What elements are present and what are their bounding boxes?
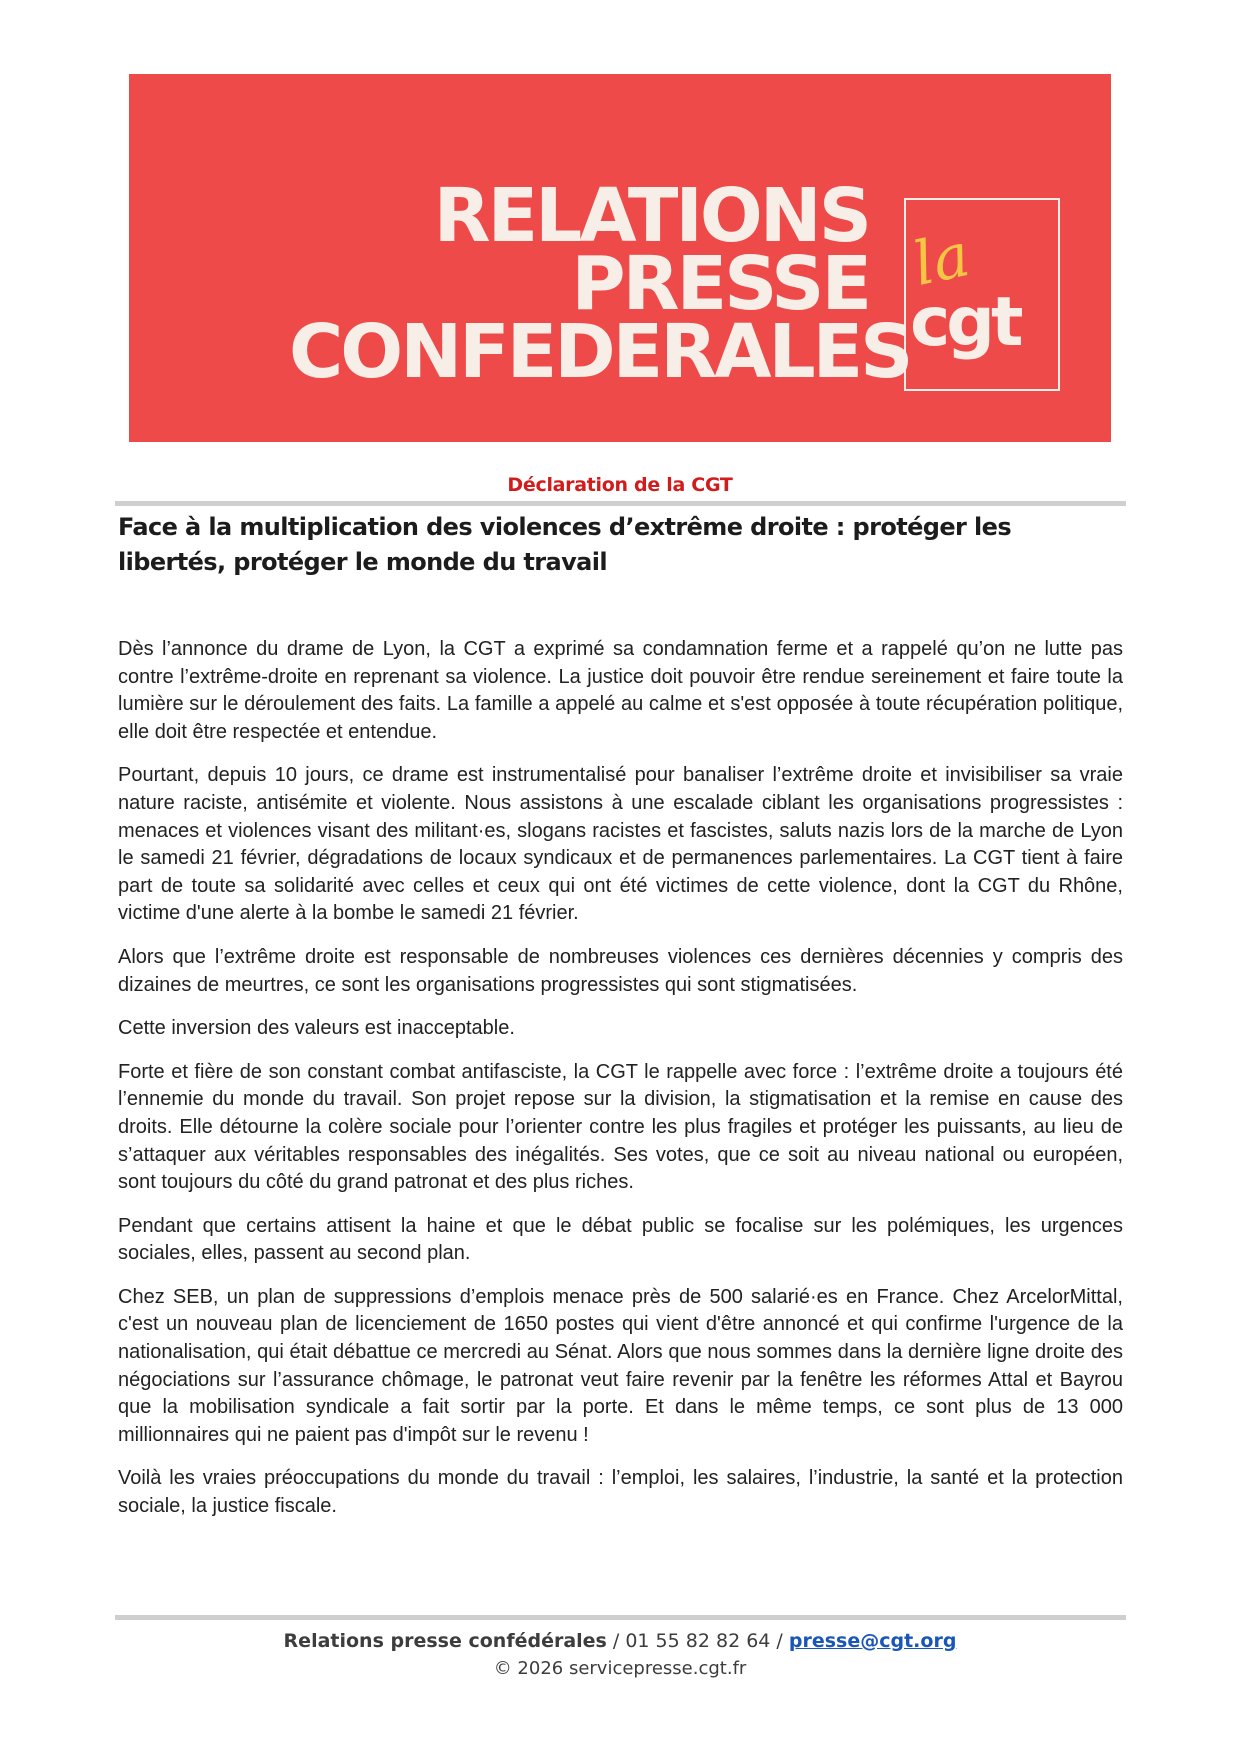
- paragraph: Chez SEB, un plan de suppressions d’emplois menace près de 500 salarié·es en France. Chez ArcelorMittal, c'est un nouveau plan de licenciement de 1650 postes qui vient d'être annoncé et qui confirme l'urgence de la nationalisation, qui était débattue ce mercredi au Sénat. Alors que nous sommes dans la dernière ligne droite des négociations sur l’assurance chômage, le patronat veut faire revenir par la fenêtre les réformes Attal et Bayrou que la mobilisation syndicale a fait sortir par la porte. Et dans le même temps, ce sont plus de 13 000 millionnaires qui ne paient pas d'impôt sur le revenu !: [118, 1285, 1123, 1446]
- footer-phone: 01 55 82 82 64: [625, 1630, 771, 1652]
- banner-title: [289, 173, 911, 395]
- footer-org: Relations presse confédérales: [283, 1630, 607, 1652]
- header-divider: [115, 501, 1126, 506]
- footer-divider: [115, 1615, 1126, 1620]
- statement-body: [118, 636, 1123, 1537]
- paragraph: Pourtant, depuis 10 jours, ce drame est instrumentalisé pour banaliser l’extrême droite et invisibiliser sa vraie nature raciste, antisémite et violente. Nous assistons à une escalade ciblant les organisations progressistes : menaces et violences visant des militant·es, slogans racistes et fascistes, saluts nazis lors de la marche de Lyon le samedi 21 février, dégradations de locaux syndicaux et de permanences parlementaires. La CGT tient à faire part de toute sa solidarité avec celles et ceux qui ont été victimes de cette violence, dont la CGT du Rhône, victime d'une alerte à la bombe le samedi 21 février.: [118, 764, 1123, 925]
- banner-line-confederales: CONFEDERALES: [289, 309, 911, 395]
- footer-email-link[interactable]: presse@cgt.org: [788, 1630, 957, 1652]
- declaration-kicker: Déclaration de la CGT: [507, 474, 733, 496]
- footer-separator: /: [770, 1630, 789, 1652]
- paragraph: Alors que l’extrême droite est responsable de nombreuses violences ces dernières décennies y compris des dizaines de meurtres, ce sont les organisations progressistes qui sont stigmatisées.: [118, 945, 1123, 996]
- paragraph: Pendant que certains attisent la haine et que le débat public se focalise sur les polémiques, les urgences sociales, elles, passent au second plan.: [118, 1214, 1123, 1265]
- banner-line-presse: PRESSE: [571, 241, 869, 327]
- cgt-logo: [904, 198, 1060, 391]
- paragraph: Cette inversion des valeurs est inacceptable.: [118, 1017, 515, 1040]
- footer-copyright: © 2026 servicepresse.cgt.fr: [493, 1658, 747, 1679]
- paragraph: Voilà les vraies préoccupations du monde du travail : l’emploi, les salaires, l’industrie, la santé et la protection sociale, la justice fiscale.: [118, 1467, 1123, 1518]
- logo-la-script: la: [907, 220, 976, 300]
- paragraph: Dès l’annonce du drame de Lyon, la CGT a exprimé sa condamnation ferme et a rappelé qu’on ne lutte pas contre l’extrême-droite en reprenant sa violence. La justice doit pouvoir être rendue sereinement et faire toute la lumière sur le déroulement des faits. La famille a appelé au calme et s'est opposée à toute récupération politique, elle doit être respectée et entendue.: [118, 638, 1123, 743]
- footer-separator: /: [606, 1630, 626, 1652]
- page-title: Face à la multiplication des violences d’extrême droite : protéger les libertés, protéger le monde du travail: [118, 513, 1012, 576]
- paragraph: Forte et fière de son constant combat antifasciste, la CGT le rappelle avec force : l’extrême droite a toujours été l’ennemie du monde du travail. Son projet repose sur la division, la stigmatisation et la remise en cause des droits. Elle détourne la colère sociale pour l’orienter contre les plus fragiles et protéger les puissants, au lieu de s’attaquer aux véritables responsables des inégalités. Ses votes, que ce soit au niveau national ou européen, sont toujours du côté du grand patronat et des plus riches.: [118, 1060, 1123, 1194]
- press-banner: [129, 74, 1111, 442]
- banner-line-relations: RELATIONS: [433, 173, 869, 259]
- footer-contact: [0, 1627, 1240, 1655]
- logo-cgt-wordmark: cgt: [910, 283, 1020, 362]
